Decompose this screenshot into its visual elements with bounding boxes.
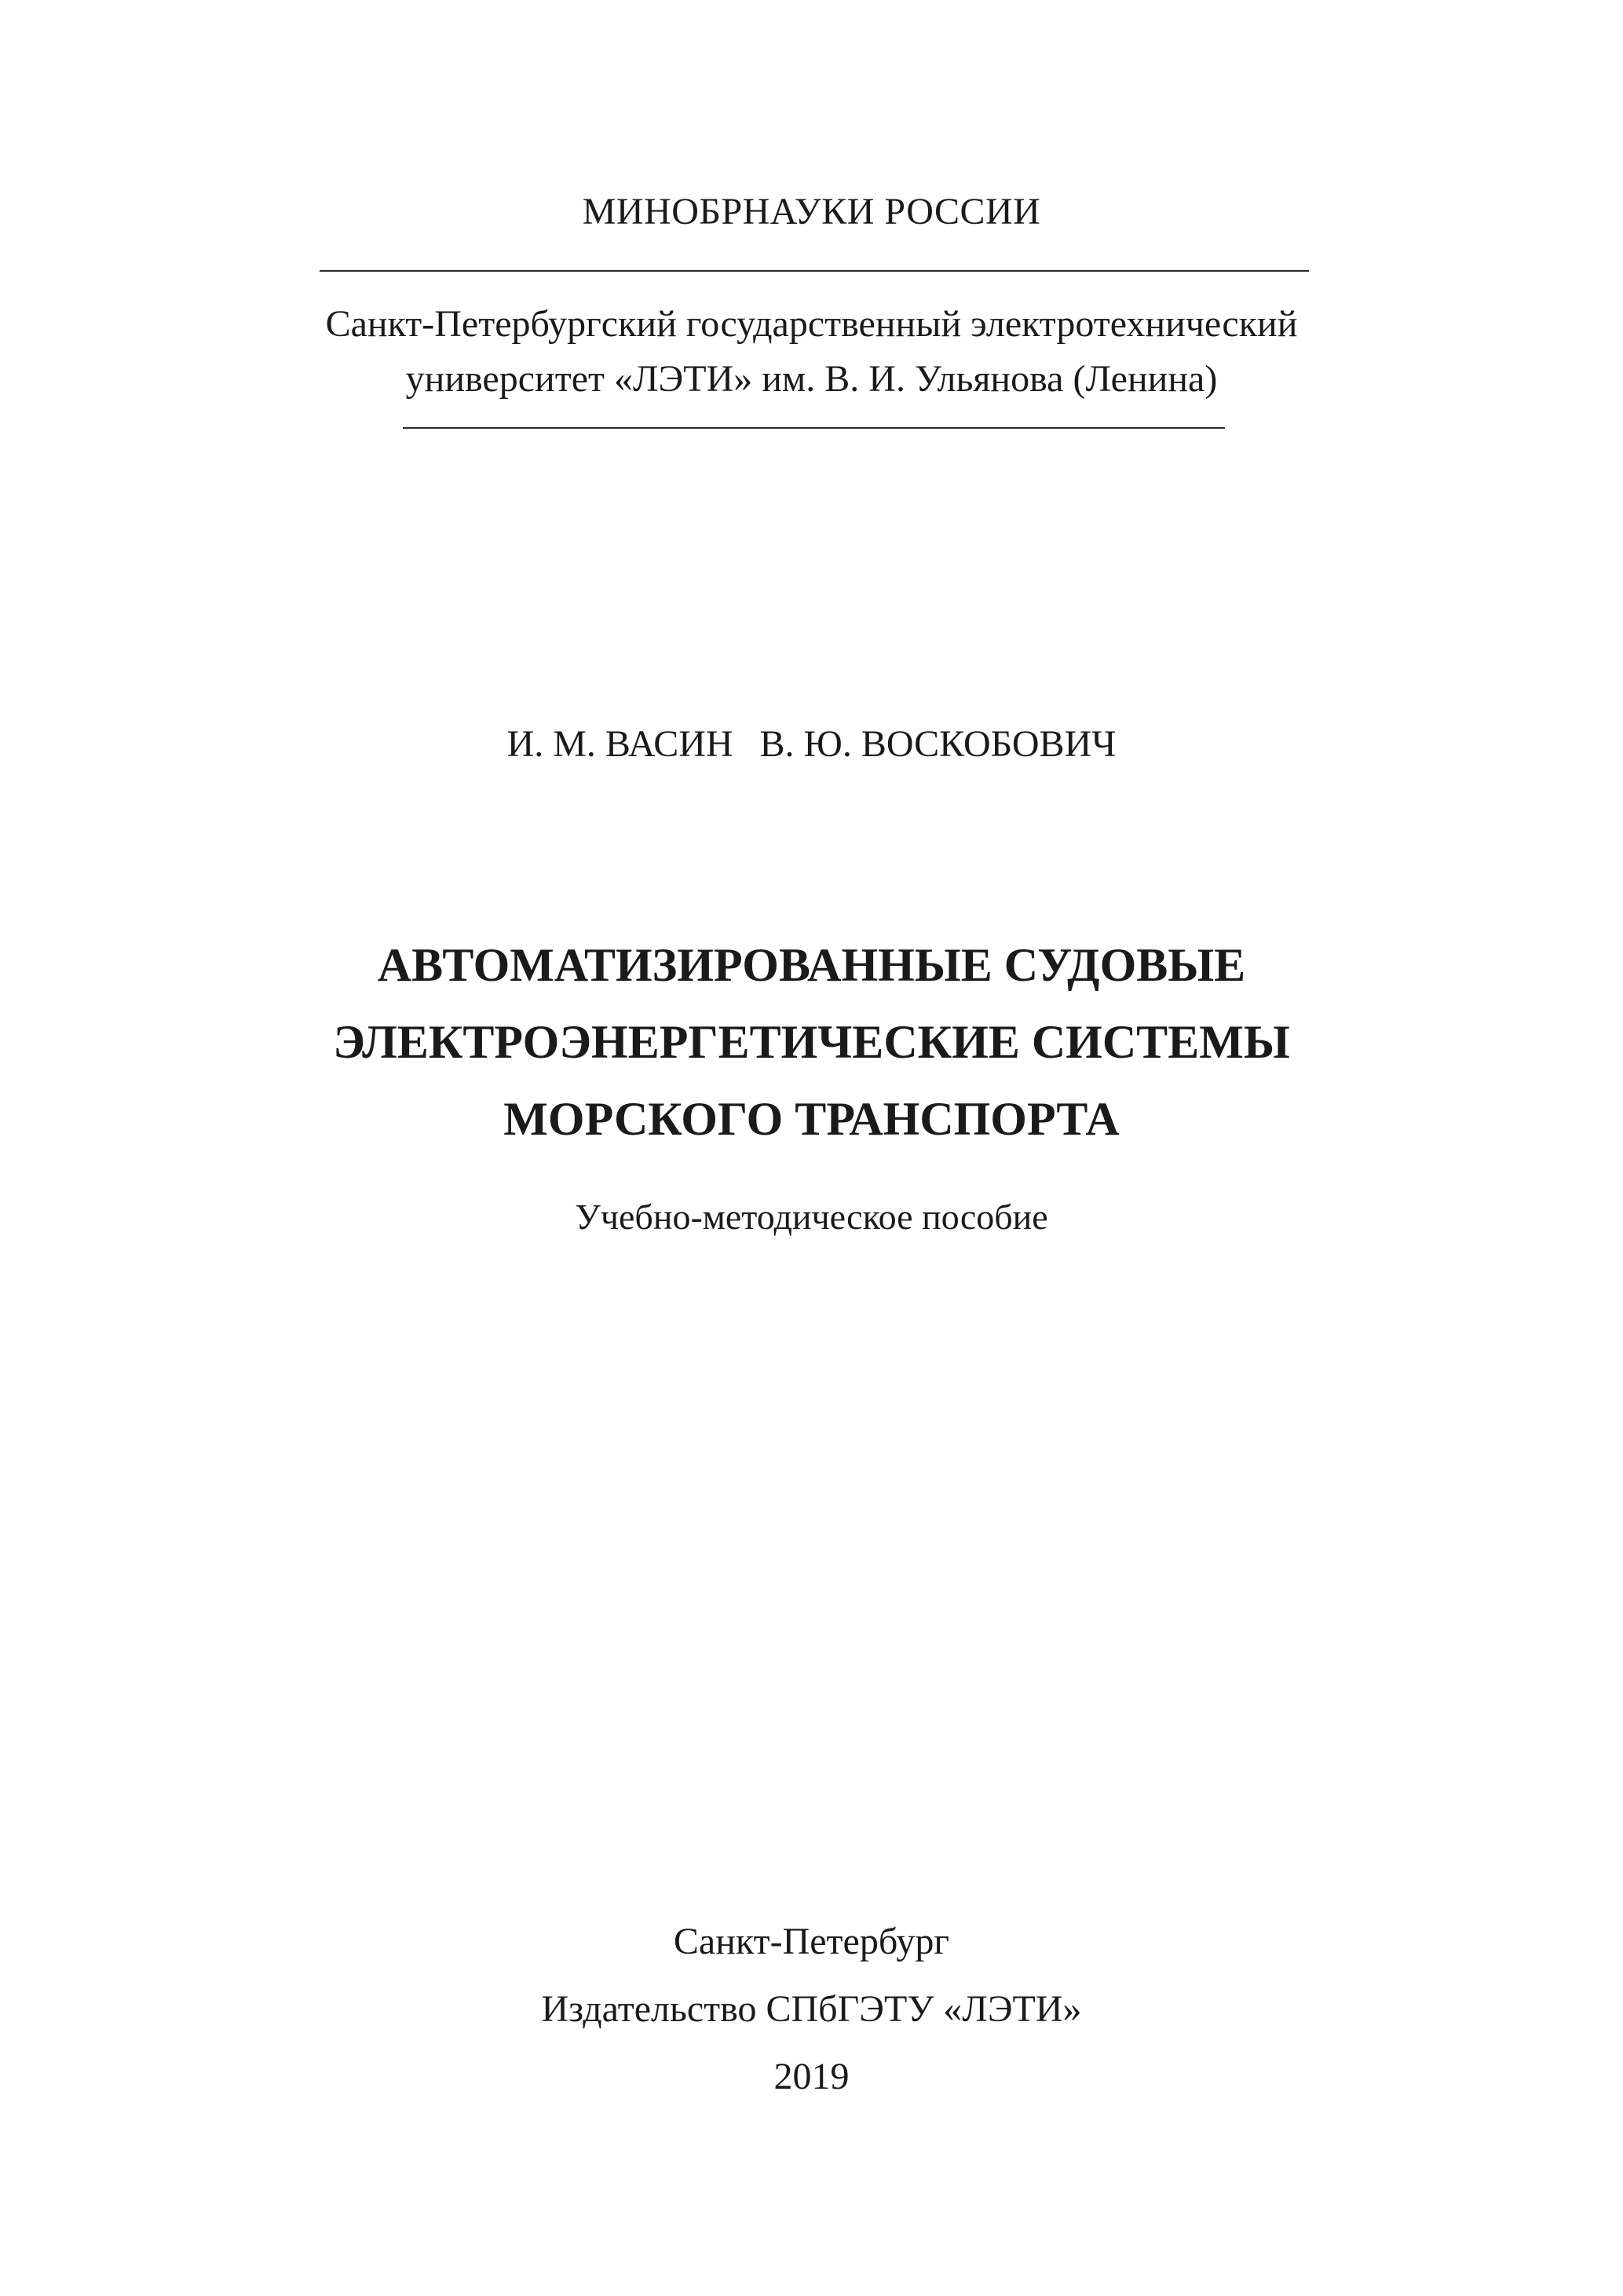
imprint: [0, 1908, 1623, 2111]
header-divider-bottom: [403, 427, 1225, 429]
ministry-name: МИНОБРНАУКИ РОССИИ: [582, 191, 1041, 232]
university-name: [0, 297, 1623, 407]
book-title: [0, 927, 1623, 1157]
university-name-line: университет «ЛЭТИ» им. В. И. Ульянова (Ленина): [405, 358, 1218, 400]
author-name: И. М. ВАСИН: [506, 723, 733, 765]
book-title-line: ЭЛЕКТРОЭНЕРГЕТИЧЕСКИЕ СИСТЕМЫ: [333, 1016, 1290, 1068]
university-name-line: Санкт-Петербургский государственный электротехнический: [325, 303, 1298, 345]
imprint-city: Санкт-Петербург: [673, 1921, 950, 1962]
header-divider-top: [320, 270, 1309, 272]
book-subtitle: Учебно-методическое пособие: [575, 1197, 1048, 1237]
authors: [0, 721, 1623, 768]
book-title-line: МОРСКОГО ТРАНСПОРТА: [503, 1093, 1120, 1145]
imprint-year: 2019: [773, 2056, 850, 2097]
book-title-line: АВТОМАТИЗИРОВАННЫЕ СУДОВЫЕ: [377, 939, 1246, 991]
author-name: В. Ю. ВОСКОБОВИЧ: [759, 723, 1117, 765]
imprint-publisher: Издательство СПбГЭТУ «ЛЭТИ»: [541, 1988, 1082, 2030]
